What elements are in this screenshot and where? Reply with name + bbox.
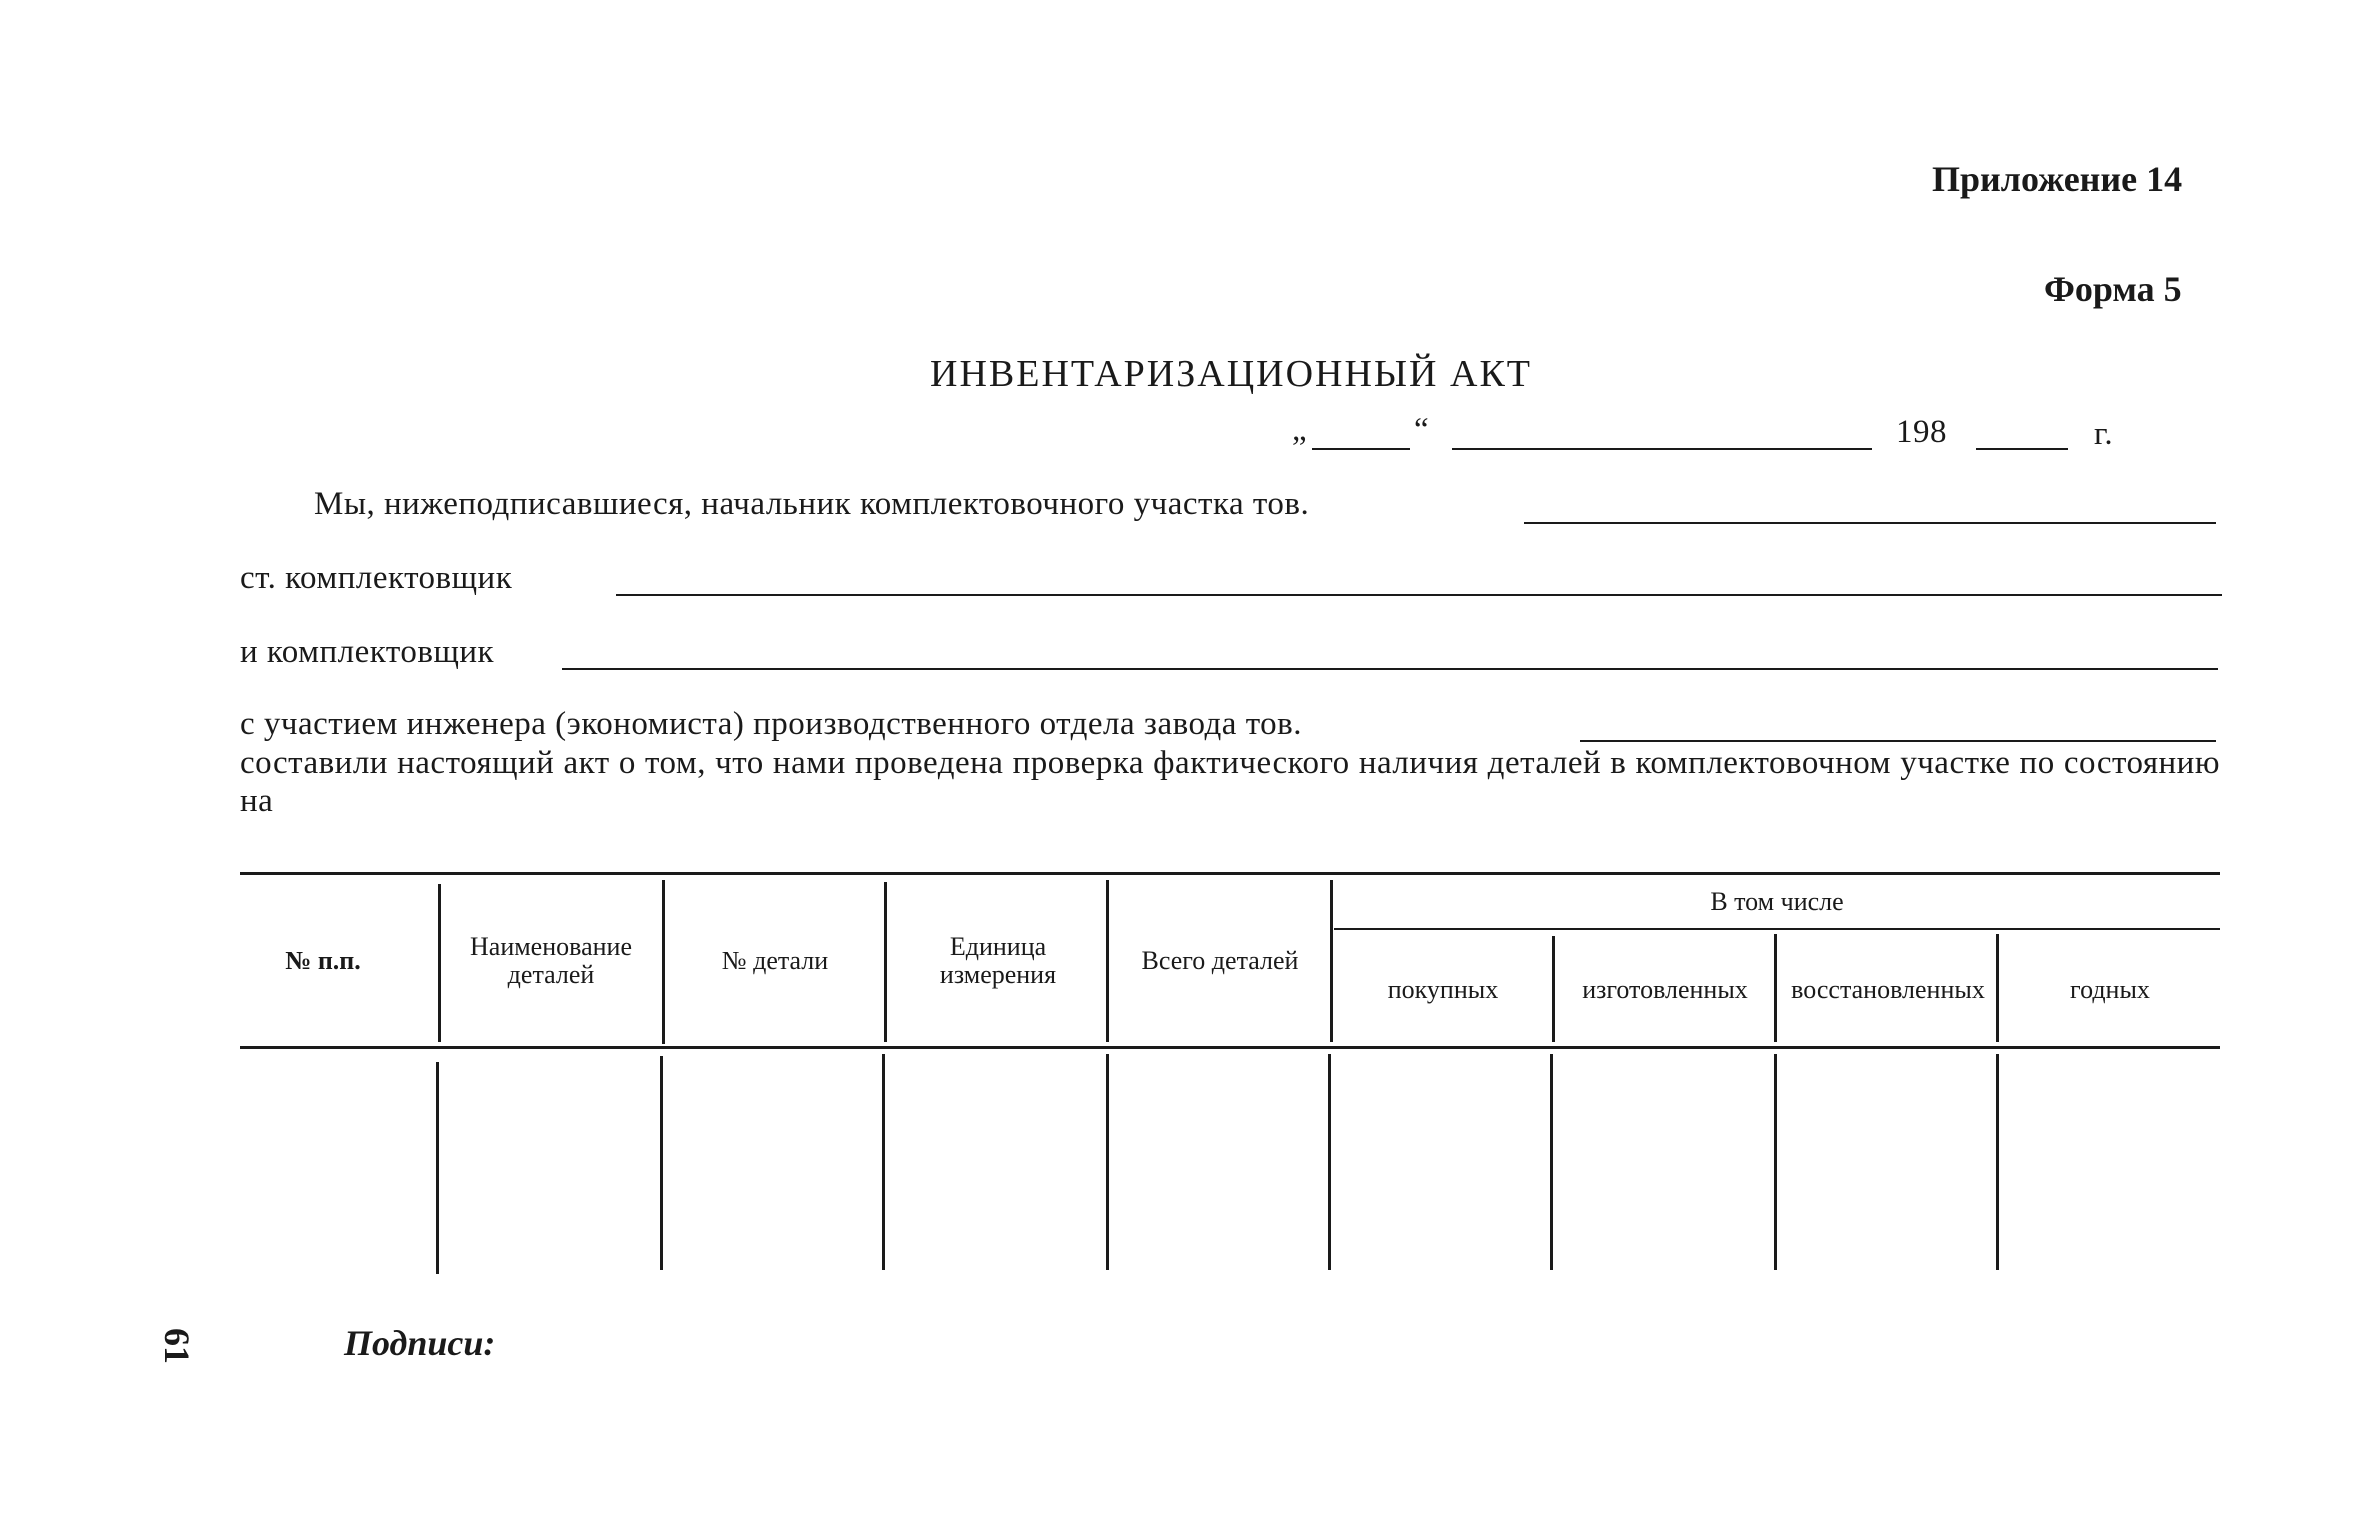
table-top-rule <box>240 872 2220 875</box>
date-day-field[interactable] <box>1312 448 1410 450</box>
assembler-label: и комплектовщик <box>240 634 495 670</box>
date-year-field[interactable] <box>1976 448 2068 450</box>
table-body-divider <box>1550 1054 1553 1270</box>
table-body-divider <box>660 1056 663 1270</box>
appendix-label: Приложение 14 <box>1932 159 2183 199</box>
col-header-usable: годных <box>2070 975 2150 1004</box>
table-body-divider <box>1328 1054 1331 1270</box>
senior-assembler-label: ст. комплектовщик <box>240 560 513 596</box>
table-body-divider <box>1996 1054 1999 1270</box>
form-label: Форма 5 <box>2044 269 2182 309</box>
page-number: 61 <box>157 1328 197 1364</box>
assembler-field[interactable] <box>562 668 2218 670</box>
col-header-num: № п.п. <box>285 946 361 975</box>
table-subheader-rule <box>1334 928 2220 930</box>
col-header-unit: Единица измерения <box>939 932 1057 989</box>
col-header-total: Всего деталей <box>1141 946 1299 975</box>
table-col-divider <box>662 880 665 1044</box>
senior-assembler-field[interactable] <box>616 594 2222 596</box>
chief-name-field[interactable] <box>1524 522 2216 524</box>
col-header-manufactured: изготовленных <box>1582 975 1748 1004</box>
date-month-field[interactable] <box>1452 448 1872 450</box>
table-body-divider <box>882 1054 885 1270</box>
date-year-prefix: 198 <box>1896 414 1947 450</box>
act-statement: составили настоящий акт о том, что нами проведена проверка фактического наличия деталей в комплектовочном участке по состоянию на <box>240 745 2220 819</box>
col-header-part-no: № детали <box>721 946 829 975</box>
date-open-quote: „ <box>1292 412 1308 448</box>
document-title: ИНВЕНТАРИЗАЦИОННЫЙ АКТ <box>930 353 1532 395</box>
col-header-group: В том числе <box>1710 887 1844 916</box>
date-year-suffix: г. <box>2094 416 2114 452</box>
table-col-divider <box>1774 934 1777 1042</box>
date-close-quote: “ <box>1414 412 1430 448</box>
table-header-bottom-rule <box>240 1046 2220 1049</box>
engineer-label: с участием инженера (экономиста) производственного отдела завода тов. <box>240 706 1303 742</box>
table-body-divider <box>1774 1054 1777 1270</box>
chief-label: Мы, нижеподписавшиеся, начальник комплектовочного участка тов. <box>314 486 1310 522</box>
table-col-divider <box>1330 880 1333 1042</box>
table-body-divider <box>436 1062 439 1274</box>
table-col-divider <box>1106 880 1109 1042</box>
col-header-name: Наименование деталей <box>470 932 632 989</box>
table-col-divider <box>884 882 887 1042</box>
col-header-purchased: покупных <box>1387 975 1499 1004</box>
col-header-restored: восстановленных <box>1791 975 1985 1004</box>
signatures-label: Подписи: <box>344 1323 496 1363</box>
table-col-divider <box>1552 936 1555 1042</box>
engineer-name-field[interactable] <box>1580 740 2216 742</box>
table-body-divider <box>1106 1054 1109 1270</box>
table-col-divider <box>1996 934 1999 1042</box>
